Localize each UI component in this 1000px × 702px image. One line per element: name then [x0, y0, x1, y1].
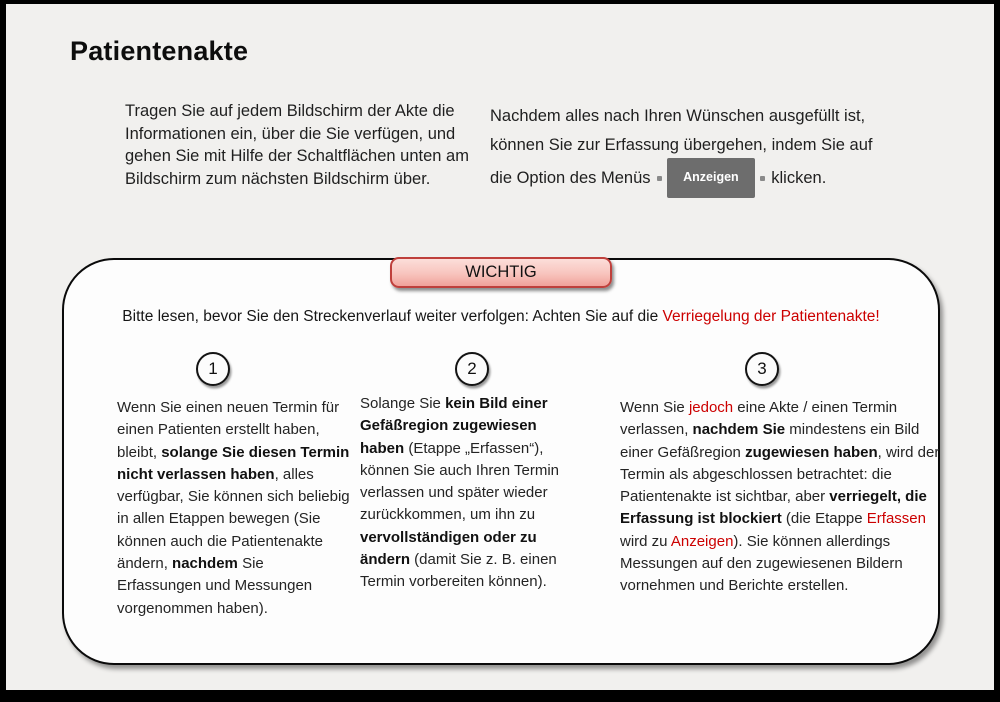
intro-left-paragraph: Tragen Sie auf jedem Bildschirm der Akte die Informationen ein, über die Sie verfügen, und gehen Sie mit Hilfe der Schaltflächen unten am Bildschirm zum nächsten Bildschirm über. [125, 102, 469, 188]
step-circle-1: 1 [196, 352, 230, 386]
wichtig-badge: WICHTIG [390, 257, 612, 288]
menu-dot-right-icon [760, 176, 765, 181]
step-circle-3: 3 [745, 352, 779, 386]
step-text-3: Wenn Sie jedoch eine Akte / einen Termin verlassen, nachdem Sie mindestens ein Bild einer Gefäßregion zugewiesen haben, wird der Termin als abgeschlossen betrachtet: die Patientenakte ist sichtbar, aber verriegelt, die Erfassung ist blockiert (die Etappe Erfassen wird zu Anzeigen). Sie können allerdings Messungen auf den zugewiesenen Bildern vornehmen und Berichte erstellen. [620, 399, 940, 595]
step-circle-2: 2 [455, 352, 489, 386]
intro-right-text-after: klicken. [771, 169, 827, 188]
intro-right-text-before: Nachdem alles nach Ihren Wünschen ausgefüllt ist, können Sie zur Erfassung übergehen, indem Sie auf die Option des Menüs [490, 107, 873, 188]
page-title: Patientenakte [70, 36, 249, 66]
lead-text: Bitte lesen, bevor Sie den Streckenverlauf weiter verfolgen: Achten Sie auf die Verriegelung der Patientenakte! [122, 308, 880, 325]
step-text-1: Wenn Sie einen neuen Termin für einen Patienten erstellt haben, bleibt, solange Sie diesen Termin nicht verlassen haben, alles verfügbar, Sie können sich beliebig in allen Etappen bewegen (Sie können auch die Patientenakte ändern, nachdem Sie Erfassungen und Messungen vorgenommen haben). [117, 399, 350, 617]
menu-dot-left-icon [657, 176, 662, 181]
intro-right-paragraph [490, 102, 882, 199]
step-text-2: Solange Sie kein Bild einer Gefäßregion zugewiesen haben (Etappe „Erfassen“), können Sie auch Ihren Termin verlassen und später wieder zurückkommen, um ihn zu vervollständigen oder zu ändern (damit Sie z. B. einen Termin vorbereiten können). [360, 395, 560, 591]
important-box [62, 258, 940, 665]
anzeigen-button[interactable]: Anzeigen [667, 158, 755, 198]
